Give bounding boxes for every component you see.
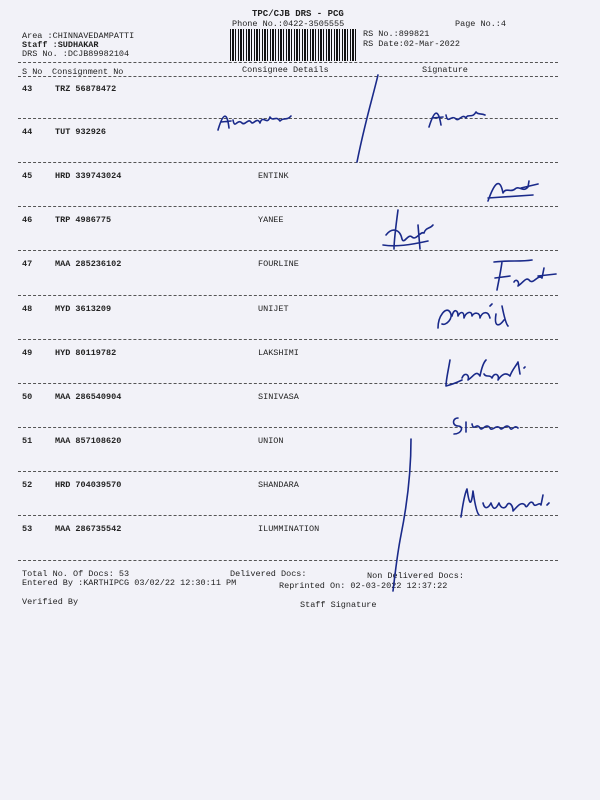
- signature-50: [448, 410, 528, 440]
- row-sno: 48: [22, 304, 33, 314]
- row-consignment-no: HRD 704039570: [55, 480, 122, 490]
- column-header-divider: [18, 76, 558, 77]
- signature-45: [483, 175, 543, 205]
- row-sno: 49: [22, 348, 33, 358]
- drs-number: DRS No. :DCJB89982104: [22, 49, 130, 59]
- row-consignment-no: MYD 3613209: [55, 304, 112, 314]
- col-header-sno: S No: [22, 67, 43, 77]
- row-sno: 47: [22, 259, 33, 269]
- row-consignment-no: MAA 286540904: [55, 392, 122, 402]
- row-divider: [18, 339, 558, 340]
- area-label: Area :CHINNAVEDAMPATTI: [22, 31, 135, 41]
- row-divider: [18, 250, 558, 251]
- row-consignee: ENTINK: [258, 171, 289, 181]
- signature-48: [432, 296, 522, 336]
- row-sno: 52: [22, 480, 33, 490]
- signature-large-stroke: [385, 435, 425, 595]
- row-sno: 50: [22, 392, 33, 402]
- row-consignment-no: MAA 286735542: [55, 524, 122, 534]
- phone-number: Phone No.:0422-3505555: [232, 19, 345, 29]
- signature-52: [455, 483, 565, 523]
- col-header-consignment: Consignment No: [52, 67, 124, 77]
- row-consignee: YANEE: [258, 215, 284, 225]
- verified-by: Verified By: [22, 597, 79, 607]
- row-consignment-no: MAA 857108620: [55, 436, 122, 446]
- reprinted-on: Reprinted On: 02-03-2022 12:37:22: [279, 581, 448, 591]
- signature-44-left: [215, 108, 305, 138]
- row-consignment-no: HRD 339743024: [55, 171, 122, 181]
- col-header-consignee: Consignee Details: [242, 65, 329, 75]
- row-divider: [18, 206, 558, 207]
- col-header-signature: Signature: [422, 65, 468, 75]
- row-sno: 44: [22, 127, 33, 137]
- row-consignment-no: TRZ 56878472: [55, 84, 117, 94]
- rs-date: RS Date:02-Mar-2022: [363, 39, 460, 49]
- report-title: TPC/CJB DRS - PCG: [252, 9, 344, 19]
- signature-vertical-stroke: [345, 72, 385, 172]
- signature-47: [490, 256, 565, 296]
- non-delivered-docs: Non Delivered Docs:: [367, 571, 464, 581]
- staff-signature-label: Staff Signature: [300, 600, 377, 610]
- entered-by: Entered By :KARTHIPCG 03/02/22 12:30:11 PM: [22, 578, 237, 588]
- signature-49: [440, 352, 540, 392]
- row-divider: [18, 471, 558, 472]
- delivered-docs: Delivered Docs:: [230, 569, 307, 579]
- header-divider: [18, 62, 558, 63]
- row-consignee: SHANDARA: [258, 480, 299, 490]
- row-consignee: UNIJET: [258, 304, 289, 314]
- signature-46: [378, 205, 438, 255]
- row-divider: [18, 560, 558, 561]
- total-docs: Total No. Of Docs: 53: [22, 569, 130, 579]
- rs-number: RS No.:899821: [363, 29, 430, 39]
- row-sno: 43: [22, 84, 33, 94]
- row-consignee: UNION: [258, 436, 284, 446]
- row-divider: [18, 162, 558, 163]
- row-sno: 51: [22, 436, 33, 446]
- row-consignment-no: HYD 80119782: [55, 348, 117, 358]
- row-consignment-no: TUT 932926: [55, 127, 107, 137]
- barcode: [230, 29, 357, 61]
- row-sno: 46: [22, 215, 33, 225]
- page-number: Page No.:4: [455, 19, 507, 29]
- row-consignment-no: MAA 285236102: [55, 259, 122, 269]
- row-consignee: FOURLINE: [258, 259, 299, 269]
- row-consignee: SINIVASA: [258, 392, 299, 402]
- signature-44-right: [425, 103, 490, 133]
- row-sno: 53: [22, 524, 33, 534]
- row-consignment-no: TRP 4986775: [55, 215, 112, 225]
- row-consignee: ILUMMINATION: [258, 524, 320, 534]
- row-consignee: LAKSHIMI: [258, 348, 299, 358]
- staff-label: Staff :SUDHAKAR: [22, 40, 99, 50]
- row-sno: 45: [22, 171, 33, 181]
